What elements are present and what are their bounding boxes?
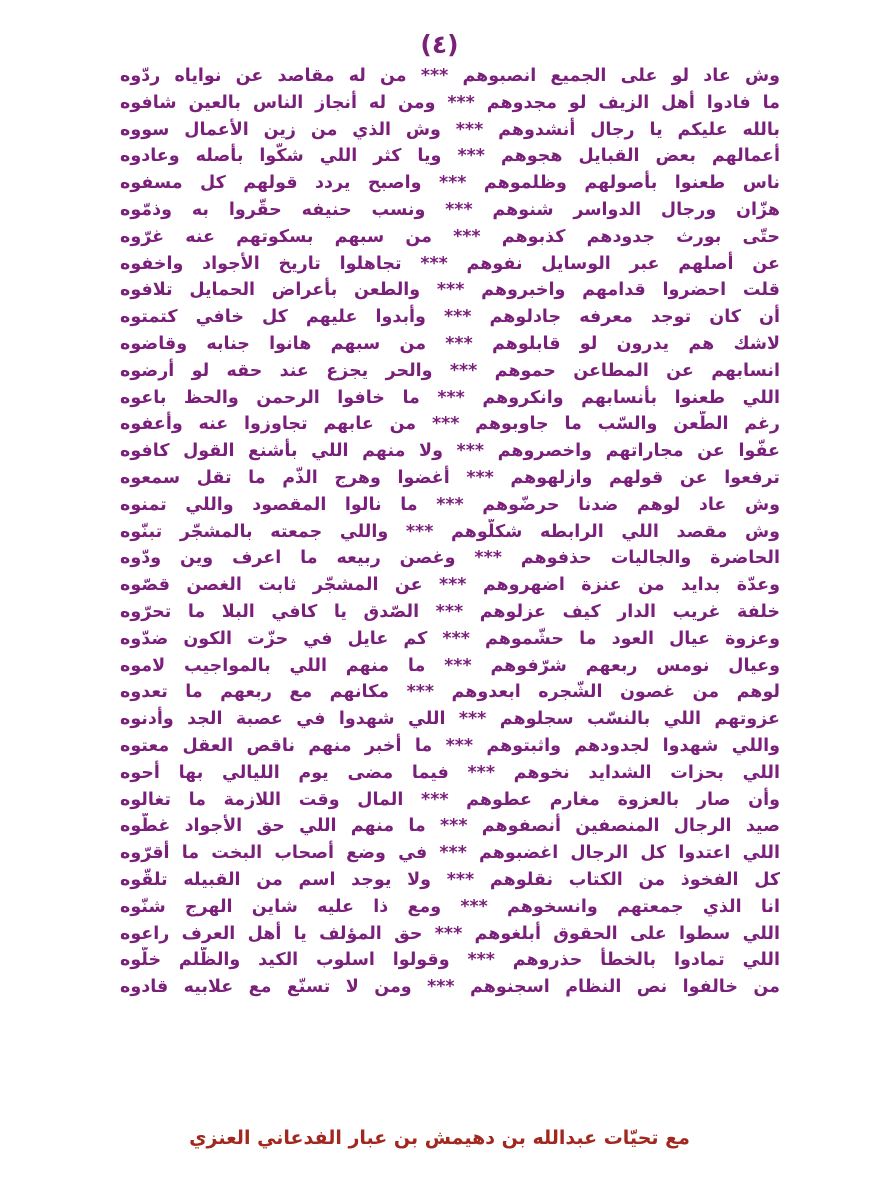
verse-line: هزّان ورجال الدواسر شنوهم *** ونسب حنيفه حقّروا به وذمّوه bbox=[120, 199, 780, 220]
verse-line: لوهم من غصون الشّجره ابعدوهم *** مكانهم مع ربعهم ما تعدوه bbox=[120, 682, 780, 703]
verse-line: من خالفوا نص النظام اسجنوهم *** ومن لا تسنّع مع علابيه قادوه bbox=[120, 977, 780, 998]
verse-line: وأن صار بالعزوة مغارم عطوهم *** المال وقت اللازمة ما تغالوه bbox=[120, 789, 780, 810]
verse-line: وعيال نومس ربعهم شرّفوهم *** ما منهم اللي بالمواجيب لاموه bbox=[120, 655, 780, 676]
verse-line: أعمالهم بعض القبايل هجوهم *** ويا كثر اللي شكّوا بأصله وعادوه bbox=[120, 146, 780, 167]
verse-line: اللي تمادوا بالخطأ حذروهم *** وقولوا اسلوب الكيد والظّلم خلّوه bbox=[120, 950, 780, 971]
verse-line: واللي شهدوا لجدودهم واثبتوهم *** ما أخبر منهم ناقص العقل معتوه bbox=[120, 735, 780, 756]
verse-line: ترفعوا عن قولهم وازلهوهم *** أغضوا وهرج الذّم ما تقل سمعوه bbox=[120, 467, 780, 488]
verse-line: ناس طعنوا بأصولهم وظلموهم *** واصبح يردد قولهم كل مسفوه bbox=[120, 173, 780, 194]
verse-line: اللي سطوا على الحقوق أبلغوهم *** حق المؤلف يا أهل العرف راعوه bbox=[120, 923, 780, 944]
author-signature: مع تحيّات عبدالله بن دهيمش بن عبار الفدعاني العنزي bbox=[189, 1127, 690, 1149]
verse-line: خلفة غريب الدار كيف عزلوهم *** الصّدق يا كافي البلا ما تحرّوه bbox=[120, 601, 780, 622]
verse-line: حتّى بورث جدودهم كذبوهم *** من سبهم بسكوتهم عنه غرّوه bbox=[120, 226, 780, 247]
verse-line: عزوتهم اللي بالنسّب سجلوهم *** اللي شهدوا في عصبة الجد وأدنوه bbox=[120, 709, 780, 730]
verse-line: وعدّة بدايد من عنزة اضهروهم *** عن المشجّر ثابت الغصن قصّوه bbox=[120, 575, 780, 596]
verse-line: لاشك هم يدرون لو قابلوهم *** من سبهم هانوا جنابه وقاضوه bbox=[120, 333, 780, 354]
verse-line: عن أصلهم عبر الوسايل نفوهم *** تجاهلوا تاريخ الأجواد واخفوه bbox=[120, 253, 780, 274]
verse-line: قلت احضروا قدامهم واخبروهم *** والطعن بأعراض الحمايل تلافوه bbox=[120, 280, 780, 301]
verse-line: أن كان توجد معرفه جادلوهم *** وأبدوا عليهم كل خافي كتمتوه bbox=[120, 307, 780, 328]
verse-line: ما فادوا أهل الزيف لو مجدوهم *** ومن له أنجاز الناس بالعين شافوه bbox=[120, 92, 780, 113]
verse-line: اللي اعتدوا كل الرجال اغضبوهم *** في وضع أصحاب البخت ما أقرّوه bbox=[120, 843, 780, 864]
verse-line: وعزوة عيال العود ما حشّموهم *** كم عايل في حزّت الكون ضدّوه bbox=[120, 628, 780, 649]
verse-line: بالله عليكم يا رجال أنشدوهم *** وش الذي من زين الأعمال سووه bbox=[120, 119, 780, 140]
verse-line: رغم الطّعن والسّب ما جاوبوهم *** من عابهم تجاوزوا عنه وأعفوه bbox=[120, 414, 780, 435]
verse-line: وش عاد لوهم ضدنا حرضّوهم *** ما نالوا المقصود واللي تمنوه bbox=[120, 494, 780, 515]
verse-line: انسابهم عن المطاعن حموهم *** والحر يجزع عند حقه لو أرضوه bbox=[120, 360, 780, 381]
poem-body bbox=[120, 63, 780, 1001]
verse-line: وش مقصد اللي الرابطه شكلّوهم *** واللي جمعته بالمشجّر تبنّوه bbox=[120, 521, 780, 542]
verse-line: صيد الرجال المنصفين أنصفوهم *** ما منهم اللي حق الأجواد غطّوه bbox=[120, 816, 780, 837]
verse-line: انا الذي جمعتهم وانسخوهم *** ومع ذا عليه شاين الهرج شنّوه bbox=[120, 896, 780, 917]
page-number: (٤) bbox=[420, 30, 459, 59]
verse-line: اللي بحزات الشدايد نخوهم *** فيما مضى يوم الليالي بها أحوه bbox=[120, 762, 780, 783]
verse-line: عفّوا عن مجاراتهم واخصروهم *** ولا منهم اللي بأشنع القول كافوه bbox=[120, 441, 780, 462]
verse-line: كل الفخوذ من الكتاب نقلوهم *** ولا يوجد اسم من القبيله تلقّوه bbox=[120, 869, 780, 890]
verse-line: اللي طعنوا بأنسابهم وانكروهم *** ما خافوا الرحمن والحظ باعوه bbox=[120, 387, 780, 408]
verse-line: وش عاد لو على الجميع انصبوهم *** من له مقاصد عن نواياه ردّوه bbox=[120, 66, 780, 86]
verse-line: الحاضرة والجاليات حذفوهم *** وغصن ربيعه ما اعرف وين ودّوه bbox=[120, 548, 780, 569]
